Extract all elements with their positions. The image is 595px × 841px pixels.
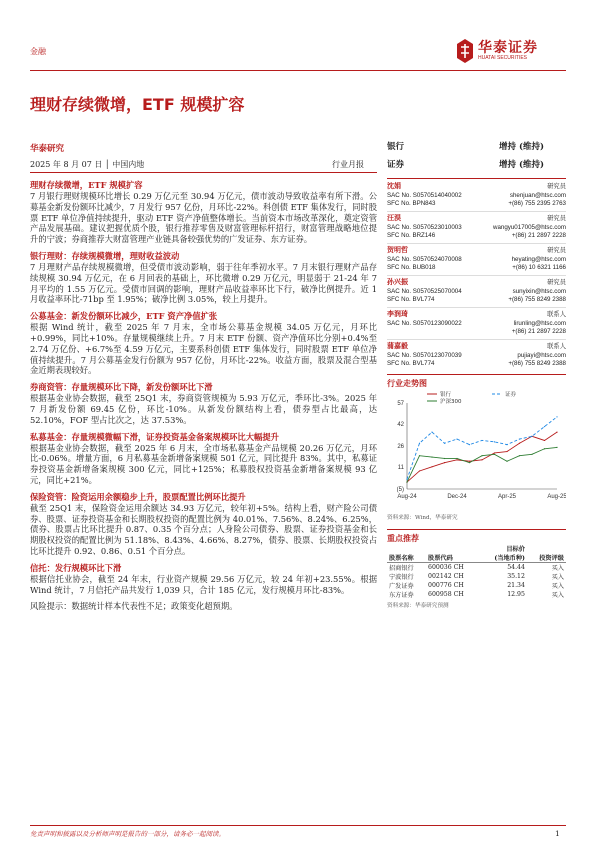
table-row	[387, 581, 566, 590]
section-3	[30, 311, 377, 376]
rating-sector: 证券	[387, 160, 405, 170]
table-cell: 002142 CH	[428, 573, 464, 580]
analyst-email[interactable]: heyating@htsc.com	[511, 256, 566, 263]
data-point	[544, 426, 545, 427]
analyst-phone: +(86) 21 2897 2228	[511, 328, 566, 335]
data-point	[506, 444, 507, 445]
section-heading: 私募基金：存量规模微幅下滑，证券投资基金备案规模环比大幅提升	[30, 431, 279, 442]
table-cell: 买入	[551, 574, 564, 581]
table-cell: 54.44	[507, 564, 525, 571]
footer-rule	[30, 825, 566, 826]
data-point	[544, 440, 545, 441]
section-body: 根据 Wind 统计，截至 2025 年 7 月末，全市场公募基金规模 34.05 万亿元，月环比+0.99%，同比+10%。存量规模继续上升。7 月末 ETF 份额、资产净值环比分别+0.4%至 2.74 万亿份、+6.7%至 4.59 万亿元，主要系科创债 ETF 集体发行，同时股票 ETF 单位净值持续提升。7 月公募基金发行份额为 957 亿份，月环比-22%。收益方面，股票及混合型基金近期表现较好。	[30, 322, 377, 376]
rating-sector: 银行	[387, 142, 405, 152]
section-heading: 保险资管：险资运用余额稳步上升，股票配置比例环比提升	[30, 491, 246, 502]
table-cell: 东方证券	[389, 592, 414, 599]
data-point	[556, 447, 557, 448]
summary-column	[30, 180, 377, 612]
analyst-role: 联系人	[547, 311, 566, 318]
section-body: 截至 25Q1 末，保险资金运用余额达 34.93 万亿元，较年初+5%。结构上看，财产险公司债券、股票、证券投资基金和长期股权投资的配置比例为 40.01%、7.56%、8.24%、6.25%，债券、股票占比环比提升 0.87、0.35 个百分点；人身险公司债券、股票、证券投资基金和长期股权投资的配置比例为 51.18%、8.43%、4.66%、8.27%，债券、股票、长期股权投资占比环比提升 0.92、0.86、0.51 个百分点。	[30, 502, 377, 556]
section-body: 根据信托业协会，截至 24 年末，行业资产规模 29.56 万亿元，较 24 年初+23.55%。根据 Wind 统计，7 月信托产品共发行 1,039 只，合计 185 亿元，发行规模月环比-83%。	[30, 573, 377, 595]
sidebar	[387, 140, 566, 609]
analyst-sac: SAC No. S0570524070008	[387, 256, 462, 263]
chart-source: 资料来源：Wind，华泰研究	[387, 515, 458, 521]
x-tick-label: Aug-24	[397, 494, 417, 500]
analyst-phone: +(86) 21 2897 2228	[511, 232, 566, 239]
section-7	[30, 563, 377, 596]
analyst-divider	[387, 211, 566, 212]
analyst-role: 研究员	[547, 183, 566, 190]
data-point	[494, 452, 495, 453]
analyst-sfc: SFC No. BPN843	[387, 200, 436, 207]
data-point	[456, 458, 457, 459]
analyst-sfc: SFC No. BVL774	[387, 296, 435, 303]
data-point	[469, 462, 470, 463]
report-date: 2025 年 8 月 07 日 │ 中国内地	[30, 160, 145, 169]
analyst-divider	[387, 307, 566, 308]
data-point	[481, 459, 482, 460]
meta-rule	[30, 172, 377, 173]
analyst-sfc: SFC No. BRZ146	[387, 232, 436, 239]
analyst-card	[387, 279, 566, 304]
analyst-sac: SAC No. S0570523010003	[387, 224, 462, 231]
section-6	[30, 492, 377, 557]
data-point	[531, 436, 532, 437]
data-point	[444, 462, 445, 463]
y-tick-label: 57	[397, 401, 404, 407]
logo-subtext: HUATAI SECURITIES	[478, 55, 527, 61]
chart-heading: 行业走势图	[387, 378, 427, 388]
data-point	[419, 443, 420, 444]
data-point	[469, 461, 470, 462]
table-cell: 买入	[551, 565, 564, 572]
analyst-email[interactable]: lirunling@htsc.com	[513, 320, 566, 327]
rating-value: 增持 (维持)	[499, 160, 545, 170]
data-point	[481, 455, 482, 456]
analyst-phone: +(86) 755 8249 2388	[508, 360, 566, 367]
data-point	[419, 455, 420, 456]
section-body: 7 月理财产品存续规模微增，但受债市波动影响，弱于往年季初水平。7 月末银行理财产品存续规模 30.94 万亿元，在 6 月回表的基础上，环比微增 0.29 万亿元，明显弱于 21-24 年 7 月平均的 1.55 万亿元。受债市回调的影响，理财产品收益率环比下行，破净比例提升。近 1 月收益率环比-71bp 至 1.95%；破净比例 3.05%，较上月提升。	[30, 261, 377, 305]
section-heading: 券商资管：存量规模环比下降，新发份额环比下滑	[30, 382, 213, 393]
stocks-rule	[387, 529, 566, 530]
analyst-email[interactable]: wangyu017005@htsc.com	[492, 224, 566, 231]
y-tick-label: 26	[397, 444, 404, 450]
data-point	[506, 451, 507, 452]
x-tick-label: Aug-25	[547, 494, 566, 500]
analyst-sac: SAC No. S0570123090022	[387, 320, 462, 327]
recommend-table	[387, 544, 566, 599]
table-cell: 600036 CH	[428, 564, 464, 571]
analyst-role: 研究员	[547, 279, 566, 286]
series-line-1	[407, 417, 557, 479]
data-point	[469, 444, 470, 445]
section-2	[30, 251, 377, 305]
analyst-card	[387, 215, 566, 240]
huatai-logo	[456, 36, 566, 68]
section-body: 7 月银行理财规模环比增长 0.29 万亿元至 30.94 万亿元，债市波动导致收益率有所下滑。公募基金新发份额环比减少，7 月发行 957 亿份，月环比-22%。科创债 ETF 集体发行，同时股票 ETF 单位净值持续提升，驱动 ETF 资产净值整体增长。当前资本市场改革深化，奠定资管产品发展基础。建议把握优质个股，银行推荐零售及财富管理标杆招行，财富管理战略地位提升的宁波；券商推荐大财富管理产业链具备较强优势的广发证券、东方证券。	[30, 191, 377, 245]
section-5	[30, 432, 377, 486]
table-cell: 000776 CH	[428, 582, 464, 589]
col-header: (当地币种)	[494, 555, 525, 562]
data-point	[519, 455, 520, 456]
analyst-email[interactable]: sunyixin@htsc.com	[512, 288, 566, 295]
y-tick-label: 11	[397, 464, 404, 471]
analyst-divider	[387, 275, 566, 276]
analyst-role: 联系人	[547, 343, 566, 350]
table-row	[387, 590, 566, 599]
table-cell: 21.34	[507, 582, 525, 589]
analyst-name: 蒲嘉毅	[387, 343, 408, 350]
analyst-phone: +(86) 10 6321 1166	[512, 264, 566, 271]
section-4	[30, 382, 377, 425]
data-point	[556, 432, 557, 433]
analyst-card	[387, 247, 566, 272]
table-cell: 买入	[551, 592, 564, 599]
data-point	[556, 416, 557, 417]
analyst-name: 沈娟	[387, 183, 401, 190]
data-point	[506, 461, 507, 462]
data-point	[406, 481, 407, 482]
col-header: 股票名称	[389, 555, 414, 562]
section-1	[30, 180, 377, 245]
analyst-name: 贺明哲	[387, 247, 408, 254]
analyst-name: 李润琦	[387, 311, 408, 318]
data-point	[419, 470, 420, 471]
analyst-phone: +(86) 755 8249 2388	[508, 296, 566, 303]
analyst-sac: SAC No. S0570525070004	[387, 288, 462, 295]
stocks-source: 资料来源：华泰研究预测	[387, 603, 449, 609]
data-point	[431, 466, 432, 467]
analyst-role: 研究员	[547, 215, 566, 222]
x-tick-label: Dec-24	[447, 494, 467, 500]
disclaimer: 免责声明和披露以及分析师声明是报告的一部分，请务必一起阅读。	[30, 830, 225, 838]
section-heading: 银行理财：存续规模微增，理财收益波动	[30, 250, 180, 261]
category-label: 金融	[30, 47, 46, 56]
data-point	[431, 432, 432, 433]
col-target-price: 目标价	[506, 546, 525, 553]
data-point	[444, 443, 445, 444]
analyst-email[interactable]: shenjuan@htsc.com	[509, 192, 566, 199]
legend-label: 沪深300	[440, 399, 462, 405]
risk-warning: 风险提示：数据统计样本代表性不足；政策变化超预期。	[30, 601, 238, 612]
data-point	[531, 454, 532, 455]
section-body: 根据基金业协会数据，截至 25Q1 末，券商资管规模为 5.93 万亿元，季环比-3%。2025 年 7 月新发份额 69.45 亿份，环比-10%。从新发份额结构上看，债券型占比最高，达 52.10%，FOF 型占比次之，达 37.53%。	[30, 393, 377, 425]
section-heading: 信托：发行规模环比下滑	[30, 562, 122, 573]
logo-mark-icon	[456, 38, 474, 64]
data-point	[544, 448, 545, 449]
table-cell: 12.95	[507, 591, 525, 598]
legend-label: 银行	[440, 392, 452, 398]
table-cell: 宁波银行	[389, 574, 414, 581]
analyst-sfc: SFC No. BVL774	[387, 360, 435, 367]
logo-text: 华泰证券	[478, 40, 538, 56]
analyst-sac: SAC No. S0570514040002	[387, 192, 462, 199]
rating-rule	[387, 178, 566, 179]
analyst-email[interactable]: pujiayi@htsc.com	[517, 352, 566, 359]
data-point	[494, 441, 495, 442]
data-point	[431, 456, 432, 457]
data-point	[494, 454, 495, 455]
table-cell: 600958 CH	[428, 591, 464, 598]
series-line-2	[407, 447, 557, 482]
analyst-name: 汪淏	[387, 215, 401, 222]
data-point	[444, 458, 445, 459]
analyst-card	[387, 311, 566, 336]
data-point	[406, 479, 407, 480]
table-row	[387, 572, 566, 581]
report-type: 行业月报	[332, 160, 364, 169]
report-title: 理财存续微增，ETF 规模扩容	[30, 95, 245, 114]
analyst-card	[387, 183, 566, 208]
analyst-list	[387, 183, 566, 368]
analyst-divider	[387, 339, 566, 340]
page-number: 1	[555, 829, 560, 838]
table-cell: 买入	[551, 583, 564, 590]
analyst-phone: +(86) 755 2395 2763	[508, 200, 566, 207]
table-cell: 招商银行	[389, 565, 414, 572]
chart-rule	[387, 374, 566, 375]
header-rule	[30, 70, 566, 71]
table-row	[387, 563, 566, 573]
x-tick-label: Apr-25	[497, 494, 517, 500]
stocks-heading: 重点推荐	[387, 533, 419, 543]
col-header: 股票代码	[428, 555, 453, 562]
data-point	[481, 440, 482, 441]
analyst-sfc: SFC No. BUB018	[387, 264, 436, 271]
table-cell: 35.12	[507, 573, 525, 580]
data-point	[456, 459, 457, 460]
org-name: 华泰研究	[30, 144, 65, 154]
rating-row	[387, 140, 566, 158]
y-tick-label: (5)	[396, 487, 404, 493]
analyst-role: 研究员	[547, 247, 566, 254]
col-header: 投资评级	[539, 555, 564, 562]
data-point	[456, 438, 457, 439]
industry-trend-chart	[387, 389, 566, 509]
analyst-divider	[387, 243, 566, 244]
table-cell: 广发证券	[389, 583, 414, 590]
section-heading: 理财存续微增，ETF 规模扩容	[30, 180, 143, 190]
analyst-sac: SAC No. S0570123070039	[387, 352, 462, 359]
section-heading: 公募基金：新发份额环比减少，ETF 资产净值扩张	[30, 311, 218, 322]
y-tick-label: 42	[397, 421, 404, 428]
section-body: 根据基金业协会数据，截至 2025 年 6 月末，全市场私募基金产品规模 20.26 万亿元，月环比-0.06%。增量方面，6 月私募基金新增备案规模 501 亿元，同比提升 83%。其中，私募证券投资基金新增备案规模 300 亿元，同比+125%；私募股权投资基金新增备案规模 93 亿元，同比+21%。	[30, 442, 377, 485]
rating-row	[387, 158, 566, 176]
data-point	[519, 443, 520, 444]
data-point	[519, 438, 520, 439]
rating-value: 增持 (维持)	[499, 142, 545, 152]
analyst-card	[387, 343, 566, 368]
legend-label: 证券	[505, 392, 517, 398]
analyst-name: 孙兴振	[387, 279, 408, 286]
